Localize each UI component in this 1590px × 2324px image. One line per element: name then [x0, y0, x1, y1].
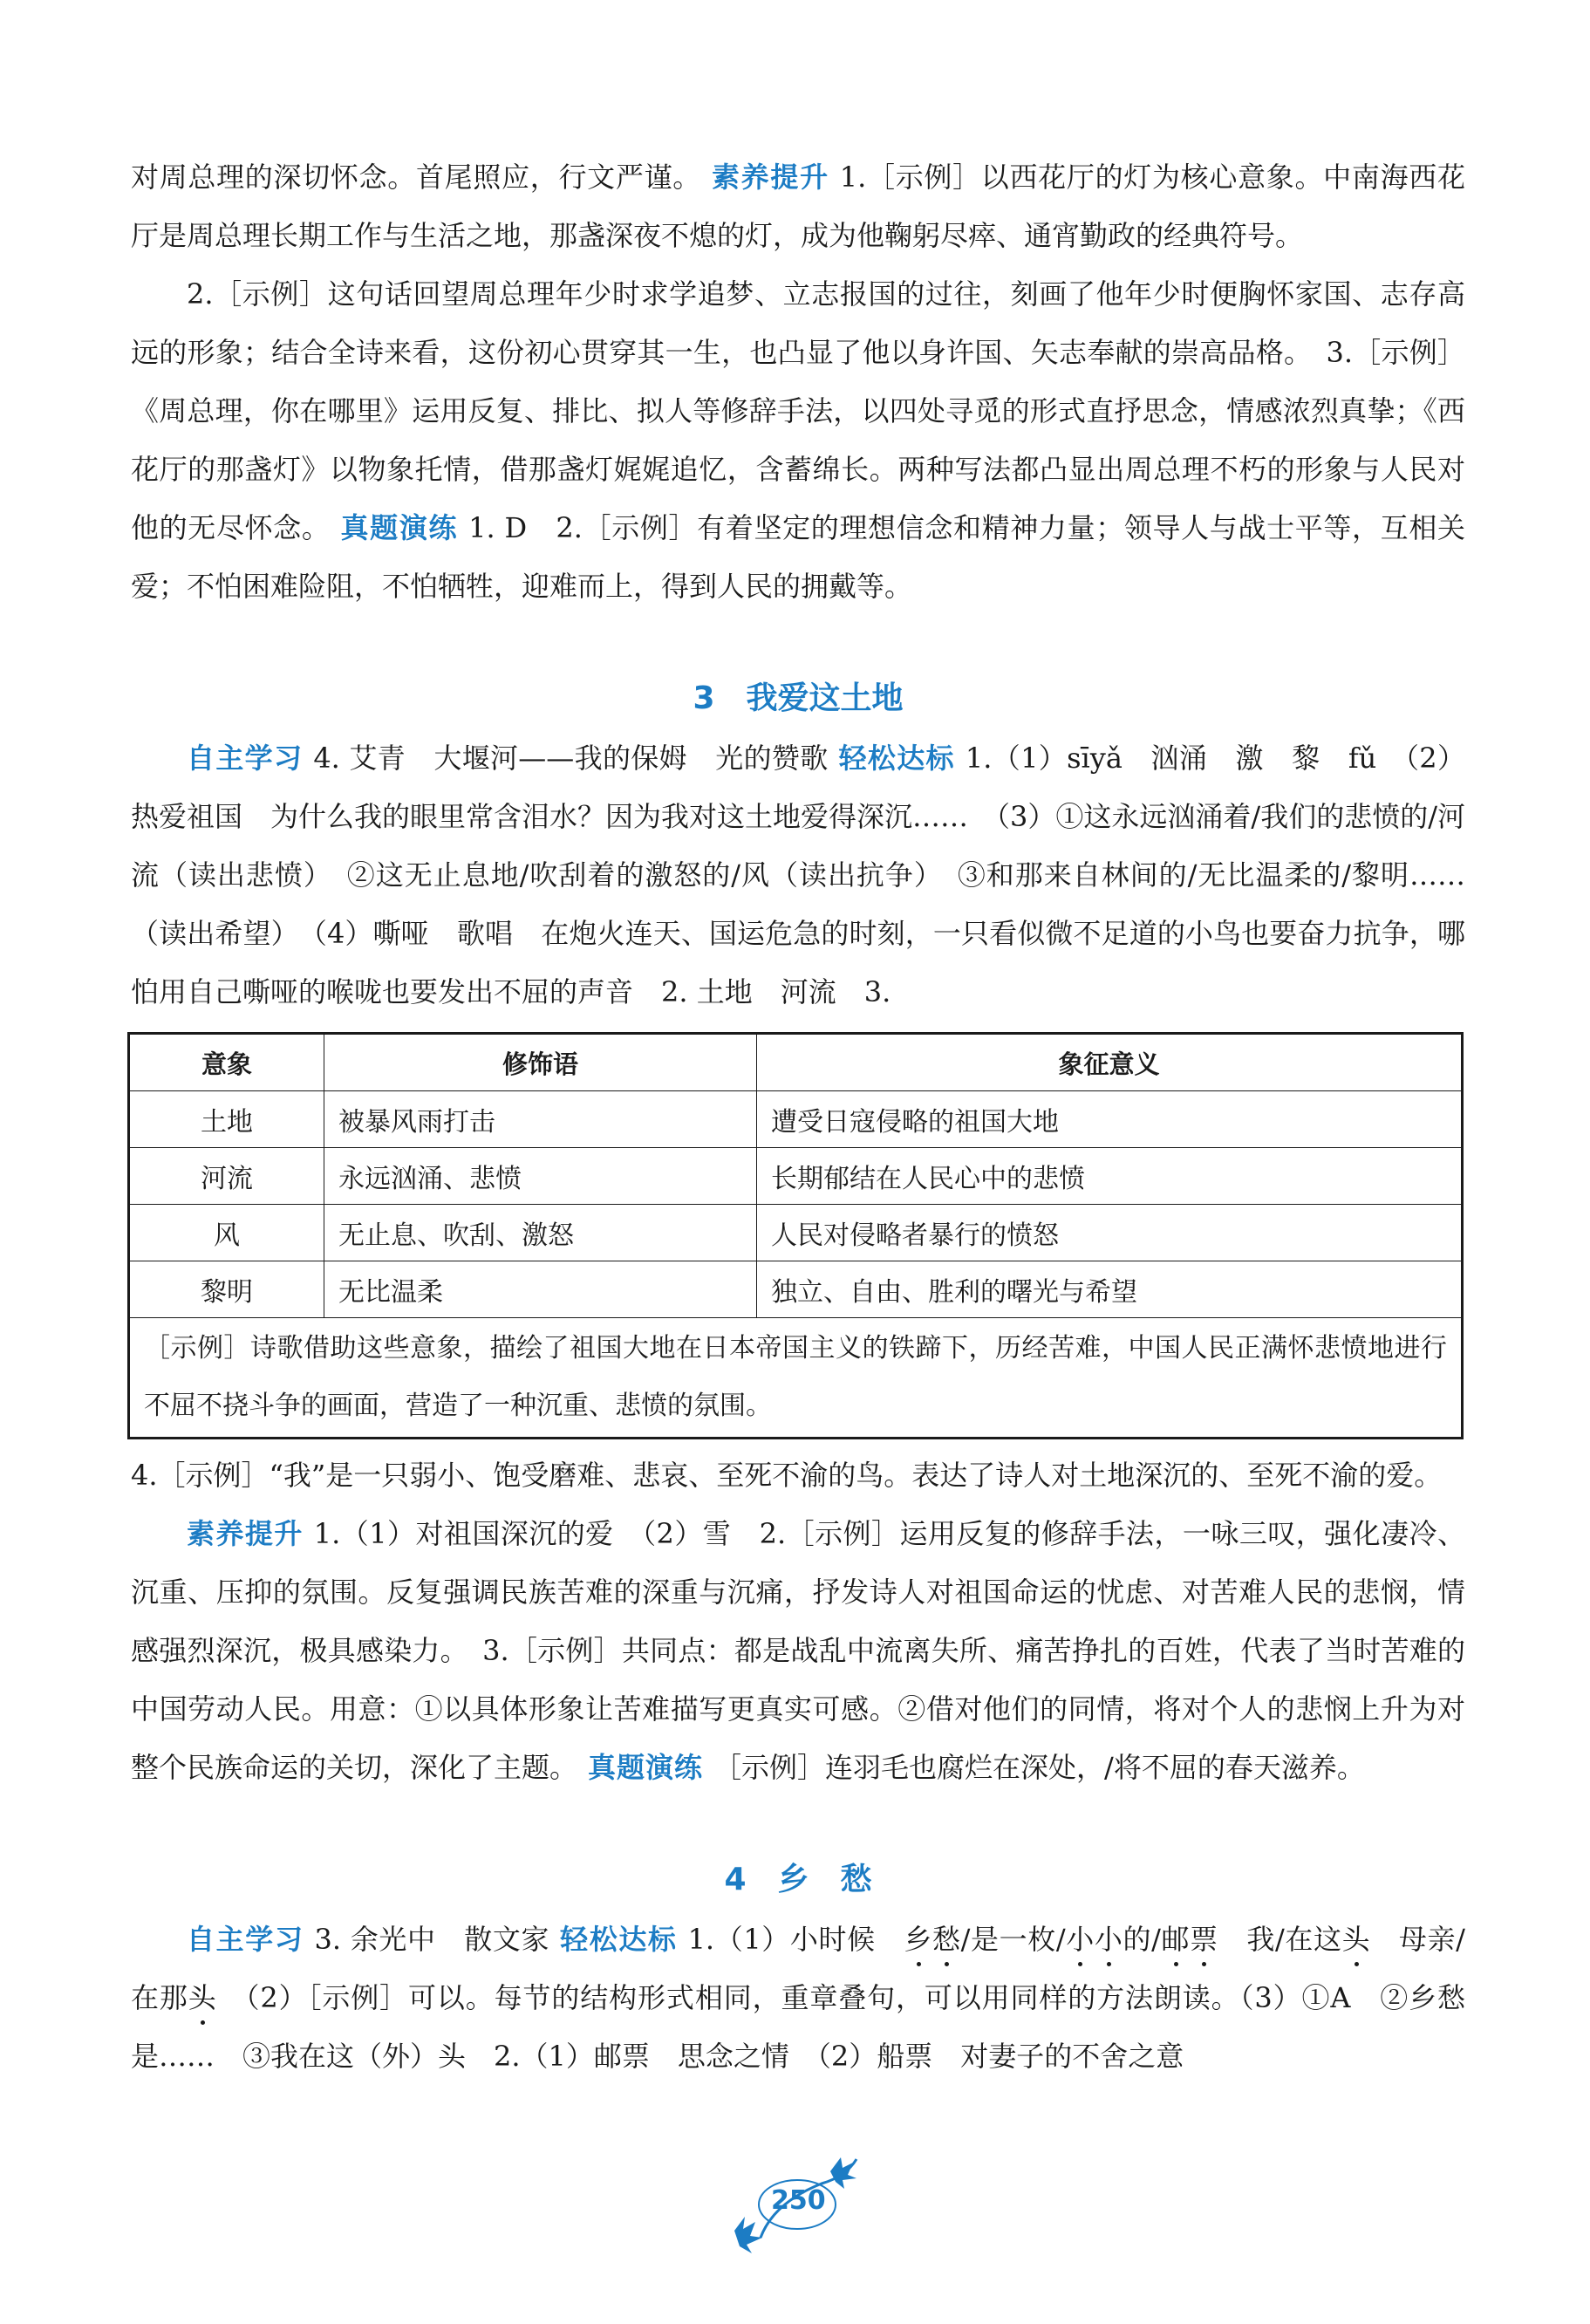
tag-literacy-improvement: 素养提升 [711, 161, 829, 194]
section-3-text-4: 1.（1）对祖国深沉的爱 （2）雪 2.［示例］运用反复的修辞手法，一咏三叹，强化凄冷、沉重、压抑的氛围。反复强调民族苦难的深重与沉痛，抒发诗人对祖国命运的忧虑、对苦难人民的悲悯，情感强烈深沉，极具感染力。 3.［示例］共同点：都是战乱中流离失所、痛苦挣扎的百姓，代表了当时苦难的中国劳动人民。用意：①以具体形象让苦难描写更真实可感。②借对他们的同情，将对个人的悲悯上升为对整个民族命运的关切，深化了主题。 [131, 1517, 1465, 1784]
intro-paragraph-1 [131, 148, 1465, 265]
table-row [129, 1148, 1463, 1205]
table-header: 修饰语 [324, 1034, 757, 1091]
section-4-paragraph-1 [131, 1910, 1465, 2086]
table-cell: 黎明 [129, 1261, 324, 1318]
section-4-text-2e: 母亲/在那 [131, 1923, 1465, 2014]
section-4-text-2a: 1.（1）小时候 [687, 1923, 904, 1956]
tag-easy-standard: 轻松达标 [838, 742, 955, 775]
table-row [129, 1091, 1463, 1148]
stressed-char: 邮 [1160, 1923, 1191, 1956]
table-cell: 无比温柔 [324, 1261, 757, 1318]
table-row [129, 1261, 1463, 1318]
table-cell: 土地 [129, 1091, 324, 1148]
table-header: 象征意义 [757, 1034, 1463, 1091]
intro-paragraph-2 [131, 265, 1465, 616]
table-row [129, 1205, 1463, 1261]
imagery-table [127, 1032, 1464, 1439]
section-4-text-1: 3. 余光中 散文家 [314, 1923, 550, 1956]
section-4-title: 4 乡 愁 [724, 1862, 872, 1897]
intro-text-1b: 1.［示例］以西花厅的灯为核心意象。中南海西花厅是周总理长期工作与生活之地，那盏深夜不熄的灯，成为他鞠躬尽瘁、通宵勤政的经典符号。 [131, 161, 1465, 252]
table-cell: 河流 [129, 1148, 324, 1205]
section-3-paragraph-1 [131, 729, 1465, 1022]
table-cell: 遭受日寇侵略的祖国大地 [757, 1091, 1463, 1148]
tag-literacy-improvement: 素养提升 [187, 1517, 304, 1550]
table-note: ［示例］诗歌借助这些意象，描绘了祖国大地在日本帝国主义的铁蹄下，历经苦难，中国人民正满怀悲愤地进行不屈不挠斗争的画面，营造了一种沉重、悲愤的氛围。 [129, 1318, 1463, 1439]
stressed-char: 愁 [932, 1923, 961, 1956]
stressed-char: 头 [188, 1981, 217, 2014]
section-4-text-2d: 我/在这 [1218, 1923, 1342, 1956]
table-cell: 风 [129, 1205, 324, 1261]
answer-page [131, 148, 1465, 2086]
table-cell: 长期郁结在人民心中的悲愤 [757, 1148, 1463, 1205]
table-header-row [129, 1034, 1463, 1091]
tag-self-study: 自主学习 [187, 1923, 304, 1956]
table-cell: 独立、自由、胜利的曙光与希望 [757, 1261, 1463, 1318]
section-3-text-5: ［示例］连羽毛也腐烂在深处，/将不屈的春天滋养。 [713, 1751, 1365, 1784]
stressed-char: 票 [1190, 1923, 1218, 1956]
intro-text-1a: 对周总理的深切怀念。首尾照应，行文严谨。 [131, 161, 701, 194]
table-cell: 人民对侵略者暴行的愤怒 [757, 1205, 1463, 1261]
page-number: 250 [771, 2185, 826, 2216]
stressed-char: 小 [1065, 1923, 1095, 1956]
stressed-char: 小 [1094, 1923, 1123, 1956]
tag-easy-standard: 轻松达标 [560, 1923, 678, 1956]
section-3-paragraph-2 [131, 1446, 1465, 1505]
table-cell: 永远汹涌、悲愤 [324, 1148, 757, 1205]
page-number-badge [726, 2150, 865, 2255]
table-cell: 无止息、吹刮、激怒 [324, 1205, 757, 1261]
intro-text-2b: 1. D 2.［示例］有着坚定的理想信念和精神力量；领导人与战士平等，互相关爱；不怕困难险阻，不怕牺牲，迎难而上，得到人民的拥戴等。 [131, 511, 1465, 603]
table-note-row [129, 1318, 1463, 1439]
section-4-text-2b: /是一枚/ [960, 1923, 1066, 1956]
table-header: 意象 [129, 1034, 324, 1091]
stressed-char: 乡 [904, 1923, 932, 1956]
tag-exam-practice: 真题演练 [340, 511, 459, 544]
section-4-text-2c: 的/ [1123, 1923, 1161, 1956]
section-3-text-3: 4.［示例］“我”是一只弱小、饱受磨难、悲哀、至死不渝的鸟。表达了诗人对土地深沉的、至死不渝的爱。 [131, 1459, 1443, 1492]
tag-exam-practice: 真题演练 [588, 1751, 704, 1784]
section-3-text-1: 4. 艾青 大堰河——我的保姆 光的赞歌 [313, 742, 829, 775]
section-3-paragraph-3 [131, 1505, 1465, 1797]
table-cell: 被暴风雨打击 [324, 1091, 757, 1148]
stressed-char: 头 [1341, 1923, 1371, 1956]
tag-self-study: 自主学习 [187, 742, 304, 775]
section-3-text-2: 1.（1）sīyǎ 汹涌 激 黎 fǔ （2）热爱祖国 为什么我的眼里常含泪水？因为我对这土地爱得深沉…… （3）①这永远汹涌着/我们的悲愤的/河流（读出悲愤） ②这无止息地/吹刮着的激怒的/风（读出抗争） ③和那来自林间的/无比温柔的/黎明……（读出希望） （4）嘶哑 歌唱 在炮火连天、国运危急的时刻，一只看似微不足道的小鸟也要奋力抗争，哪怕用自己嘶哑的喉咙也要发出不屈的声音 2. 土地 河流 3. [131, 742, 1465, 1008]
section-4-text-2f: （2）［示例］可以。每节的结构形式相同，重章叠句，可以用同样的方法朗读。（3）①A ②乡愁是…… ③我在这（外）头 2.（1）邮票 思念之情 （2）船票 对妻子的不舍之意 [131, 1981, 1465, 2073]
section-3-title: 3 我爱这土地 [693, 680, 904, 716]
intro-text-2a: 2.［示例］这句话回望周总理年少时求学追梦、立志报国的过往，刻画了他年少时便胸怀家国、志存高远的形象；结合全诗来看，这份初心贯穿其一生，也凸显了他以身许国、矢志奉献的崇高品格。 3.［示例］《周总理，你在哪里》运用反复、排比、拟人等修辞手法，以四处寻觅的形式直抒思念，情感浓烈真挚；《西花厅的那盏灯》以物象托情，借那盏灯娓娓追忆，含蓄绵长。两种写法都凸显出周总理不朽的形象与人民对他的无尽怀念。 [131, 277, 1465, 544]
